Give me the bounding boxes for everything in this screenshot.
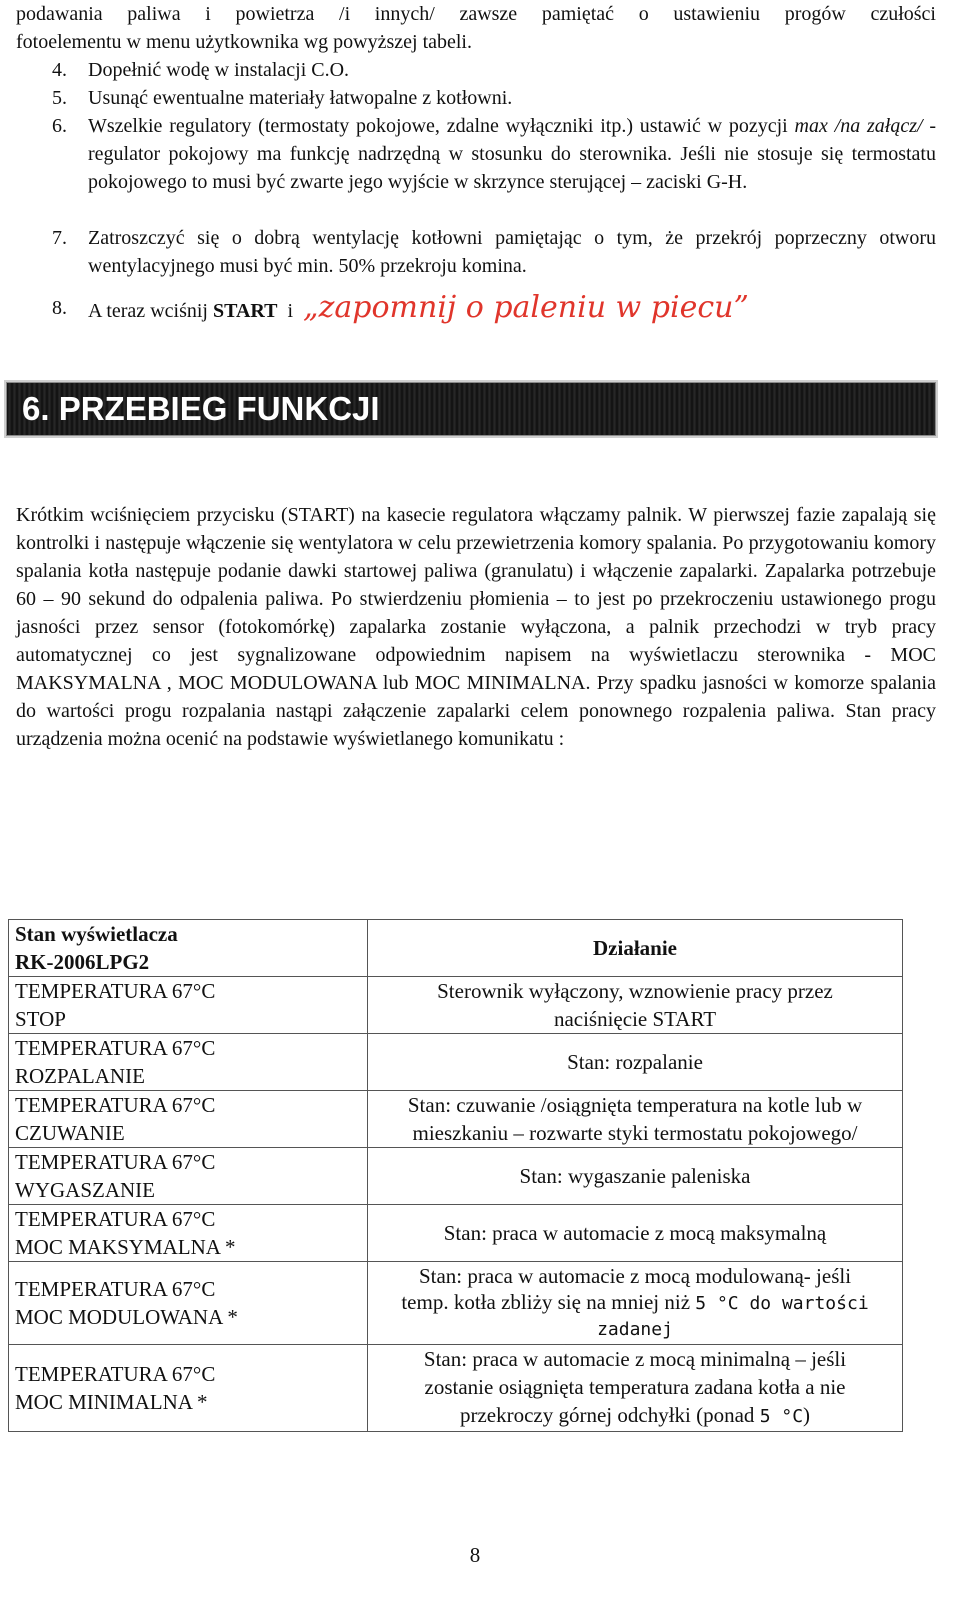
display-cell: [9, 977, 368, 1034]
display-line: TEMPERATURA 67°C: [15, 979, 216, 1003]
action-text: przekroczy górnej odchyłki (ponad: [459, 1403, 760, 1427]
action-mono-text: 5 °C: [759, 1406, 804, 1427]
step-text: Dopełnić wodę w instalacji C.O.: [88, 59, 350, 81]
action-text-end: ): [803, 1403, 811, 1427]
display-line: TEMPERATURA 67°C: [15, 1277, 216, 1301]
action-mono-line: zadanej: [597, 1319, 673, 1340]
action-line: naciśnięcie START: [553, 1007, 717, 1031]
header-line: Stan wyświetlacza: [15, 922, 178, 946]
action-line: Stan: praca w automacie z mocą minimalną – jeśli: [423, 1347, 847, 1371]
step-8: [52, 288, 936, 331]
step-text-part-a: Wszelkie regulatory (termostaty pokojowe, zdalne wyłączniki itp.) ustawić w pozycji: [88, 115, 788, 137]
step-text: [88, 112, 936, 196]
display-line: CZUWANIE: [15, 1121, 125, 1145]
action-line: zostanie osiągnięta temperatura zadana kotła a nie: [424, 1375, 846, 1399]
action-text: temp. kotła zbliży się na mniej niż: [401, 1290, 696, 1314]
display-line: TEMPERATURA 67°C: [15, 1093, 216, 1117]
header-line: RK-2006LPG2: [15, 950, 150, 974]
action-line: Stan: rozpalanie: [567, 1050, 703, 1074]
action-cell: [368, 1091, 903, 1148]
action-line: [372, 1289, 898, 1317]
display-line: TEMPERATURA 67°C: [15, 1362, 216, 1386]
action-line: Stan: wygaszanie paleniska: [519, 1164, 751, 1188]
table-row: [9, 1091, 903, 1148]
display-cell: [9, 1205, 368, 1262]
display-cell: [9, 1034, 368, 1091]
intro-line-2: fotoelementu w menu użytkownika wg powyższej tabeli.: [16, 31, 472, 53]
display-cell: [9, 1345, 368, 1432]
display-line: WYGASZANIE: [15, 1178, 155, 1202]
status-table: [8, 919, 903, 1432]
table-row: [9, 1345, 903, 1432]
table-row: [9, 1034, 903, 1091]
action-cell: [368, 1034, 903, 1091]
step-text-part-b: - regulator pokojowy ma funkcję nadrzędną w stosunku do sterownika. Jeśli nie stosuje się termostatu pokojowego to musi być zwarte jego wyjście w skrzynce sterującej – zaciski G-H.: [88, 115, 937, 193]
table-header-row: [9, 920, 903, 977]
step-6: [52, 112, 936, 196]
step-number: 7.: [52, 227, 67, 249]
step-text-part-b: i: [277, 300, 304, 322]
action-line: Stan: praca w automacie z mocą maksymalną: [443, 1221, 827, 1245]
table-row: [9, 977, 903, 1034]
action-cell: [368, 1345, 903, 1432]
step-number: 5.: [52, 87, 67, 109]
display-line: MOC MODULOWANA *: [15, 1305, 238, 1329]
action-line: mieszkaniu – rozwarte styki termostatu pokojowego/: [412, 1121, 858, 1145]
display-cell: [9, 1262, 368, 1345]
display-cell: [9, 1091, 368, 1148]
display-line: TEMPERATURA 67°C: [15, 1150, 216, 1174]
step-text: Zatroszczyć się o dobrą wentylację kotłowni pamiętając o tym, że przekrój poprzeczny otworu wentylacyjnego musi być min. 50% przekroju komina.: [88, 227, 936, 277]
action-line: Stan: praca w automacie z mocą modulowaną- jeśli: [418, 1264, 852, 1288]
section-banner: [4, 380, 938, 438]
action-line: Stan: czuwanie /osiągnięta temperatura na kotle lub w: [407, 1093, 863, 1117]
section-title: 6. PRZEBIEG FUNKCJI: [22, 390, 380, 427]
step-4: [52, 56, 936, 84]
display-line: ROZPALANIE: [15, 1064, 145, 1088]
header-action: Działanie: [368, 920, 903, 977]
step-text-italic: max /na załącz/: [794, 115, 923, 137]
start-keyword: START: [212, 300, 278, 322]
step-number: 6.: [52, 115, 67, 137]
display-line: MOC MINIMALNA *: [15, 1390, 208, 1414]
display-cell: [9, 1148, 368, 1205]
action-cell: [368, 1205, 903, 1262]
handwritten-slogan: „zapomnij o paleniu w piecu”: [303, 290, 749, 325]
page-number: 8: [469, 1543, 481, 1567]
step-number: 4.: [52, 59, 67, 81]
header-display-state: [9, 920, 368, 977]
step-text: [88, 288, 936, 331]
display-line: TEMPERATURA 67°C: [15, 1207, 216, 1231]
display-line: STOP: [15, 1007, 66, 1031]
table-row: [9, 1205, 903, 1262]
intro-paragraph: [16, 0, 936, 56]
step-text-part-a: A teraz wciśnij: [88, 300, 213, 322]
step-7: [52, 224, 936, 280]
action-cell: [368, 1148, 903, 1205]
table-row: [9, 1148, 903, 1205]
display-line: TEMPERATURA 67°C: [15, 1036, 216, 1060]
step-5: [52, 84, 936, 112]
display-line: MOC MAKSYMALNA *: [15, 1235, 236, 1259]
action-mono-text: 5 °C do wartości: [695, 1293, 869, 1314]
main-paragraph: Krótkim wciśnięciem przycisku (START) na kasecie regulatora włączamy palnik. W pierwszej fazie zapalają się kontrolki i następuje włączenie się wentylatora w celu przewietrzenia komory spalania. Po przygotowaniu komory spalania kotła następuje podanie dawki startowej paliwa (granulatu) i włączenie zapalarki. Zapalarka potrzebuje 60 – 90 sekund do odpalenia paliwa. Po stwierdzeniu płomienia – to jest po przekroczeniu ustawionego progu jasności przez sensor (fotokomórkę) zapalarka zostanie wyłączona, a palnik przechodzi w tryb pracy automatycznej co jest sygnalizowane odpowiednim napisem na wyświetlaczu sterownika - MOC MAKSYMALNA , MOC MODULOWANA lub MOC MINIMALNA. Przy spadku jasności w komorze spalania do wartości progu rozpalania nastąpi załączenie zapalarki celem ponownego rozpalenia paliwa. Stan pracy urządzenia można ocenić na podstawie wyświetlanego komunikatu :: [16, 504, 936, 750]
action-line: Sterownik wyłączony, wznowienie pracy przez: [437, 979, 833, 1003]
intro-line-1: podawania paliwa i powietrza /i innych/ zawsze pamiętać o ustawieniu progów czułości: [16, 3, 936, 25]
action-cell: [368, 977, 903, 1034]
action-cell: [368, 1262, 903, 1345]
step-number: 8.: [52, 297, 67, 319]
step-text: Usunąć ewentualne materiały łatwopalne z kotłowni.: [88, 87, 513, 109]
table-row: [9, 1262, 903, 1345]
action-line: [372, 1401, 898, 1431]
